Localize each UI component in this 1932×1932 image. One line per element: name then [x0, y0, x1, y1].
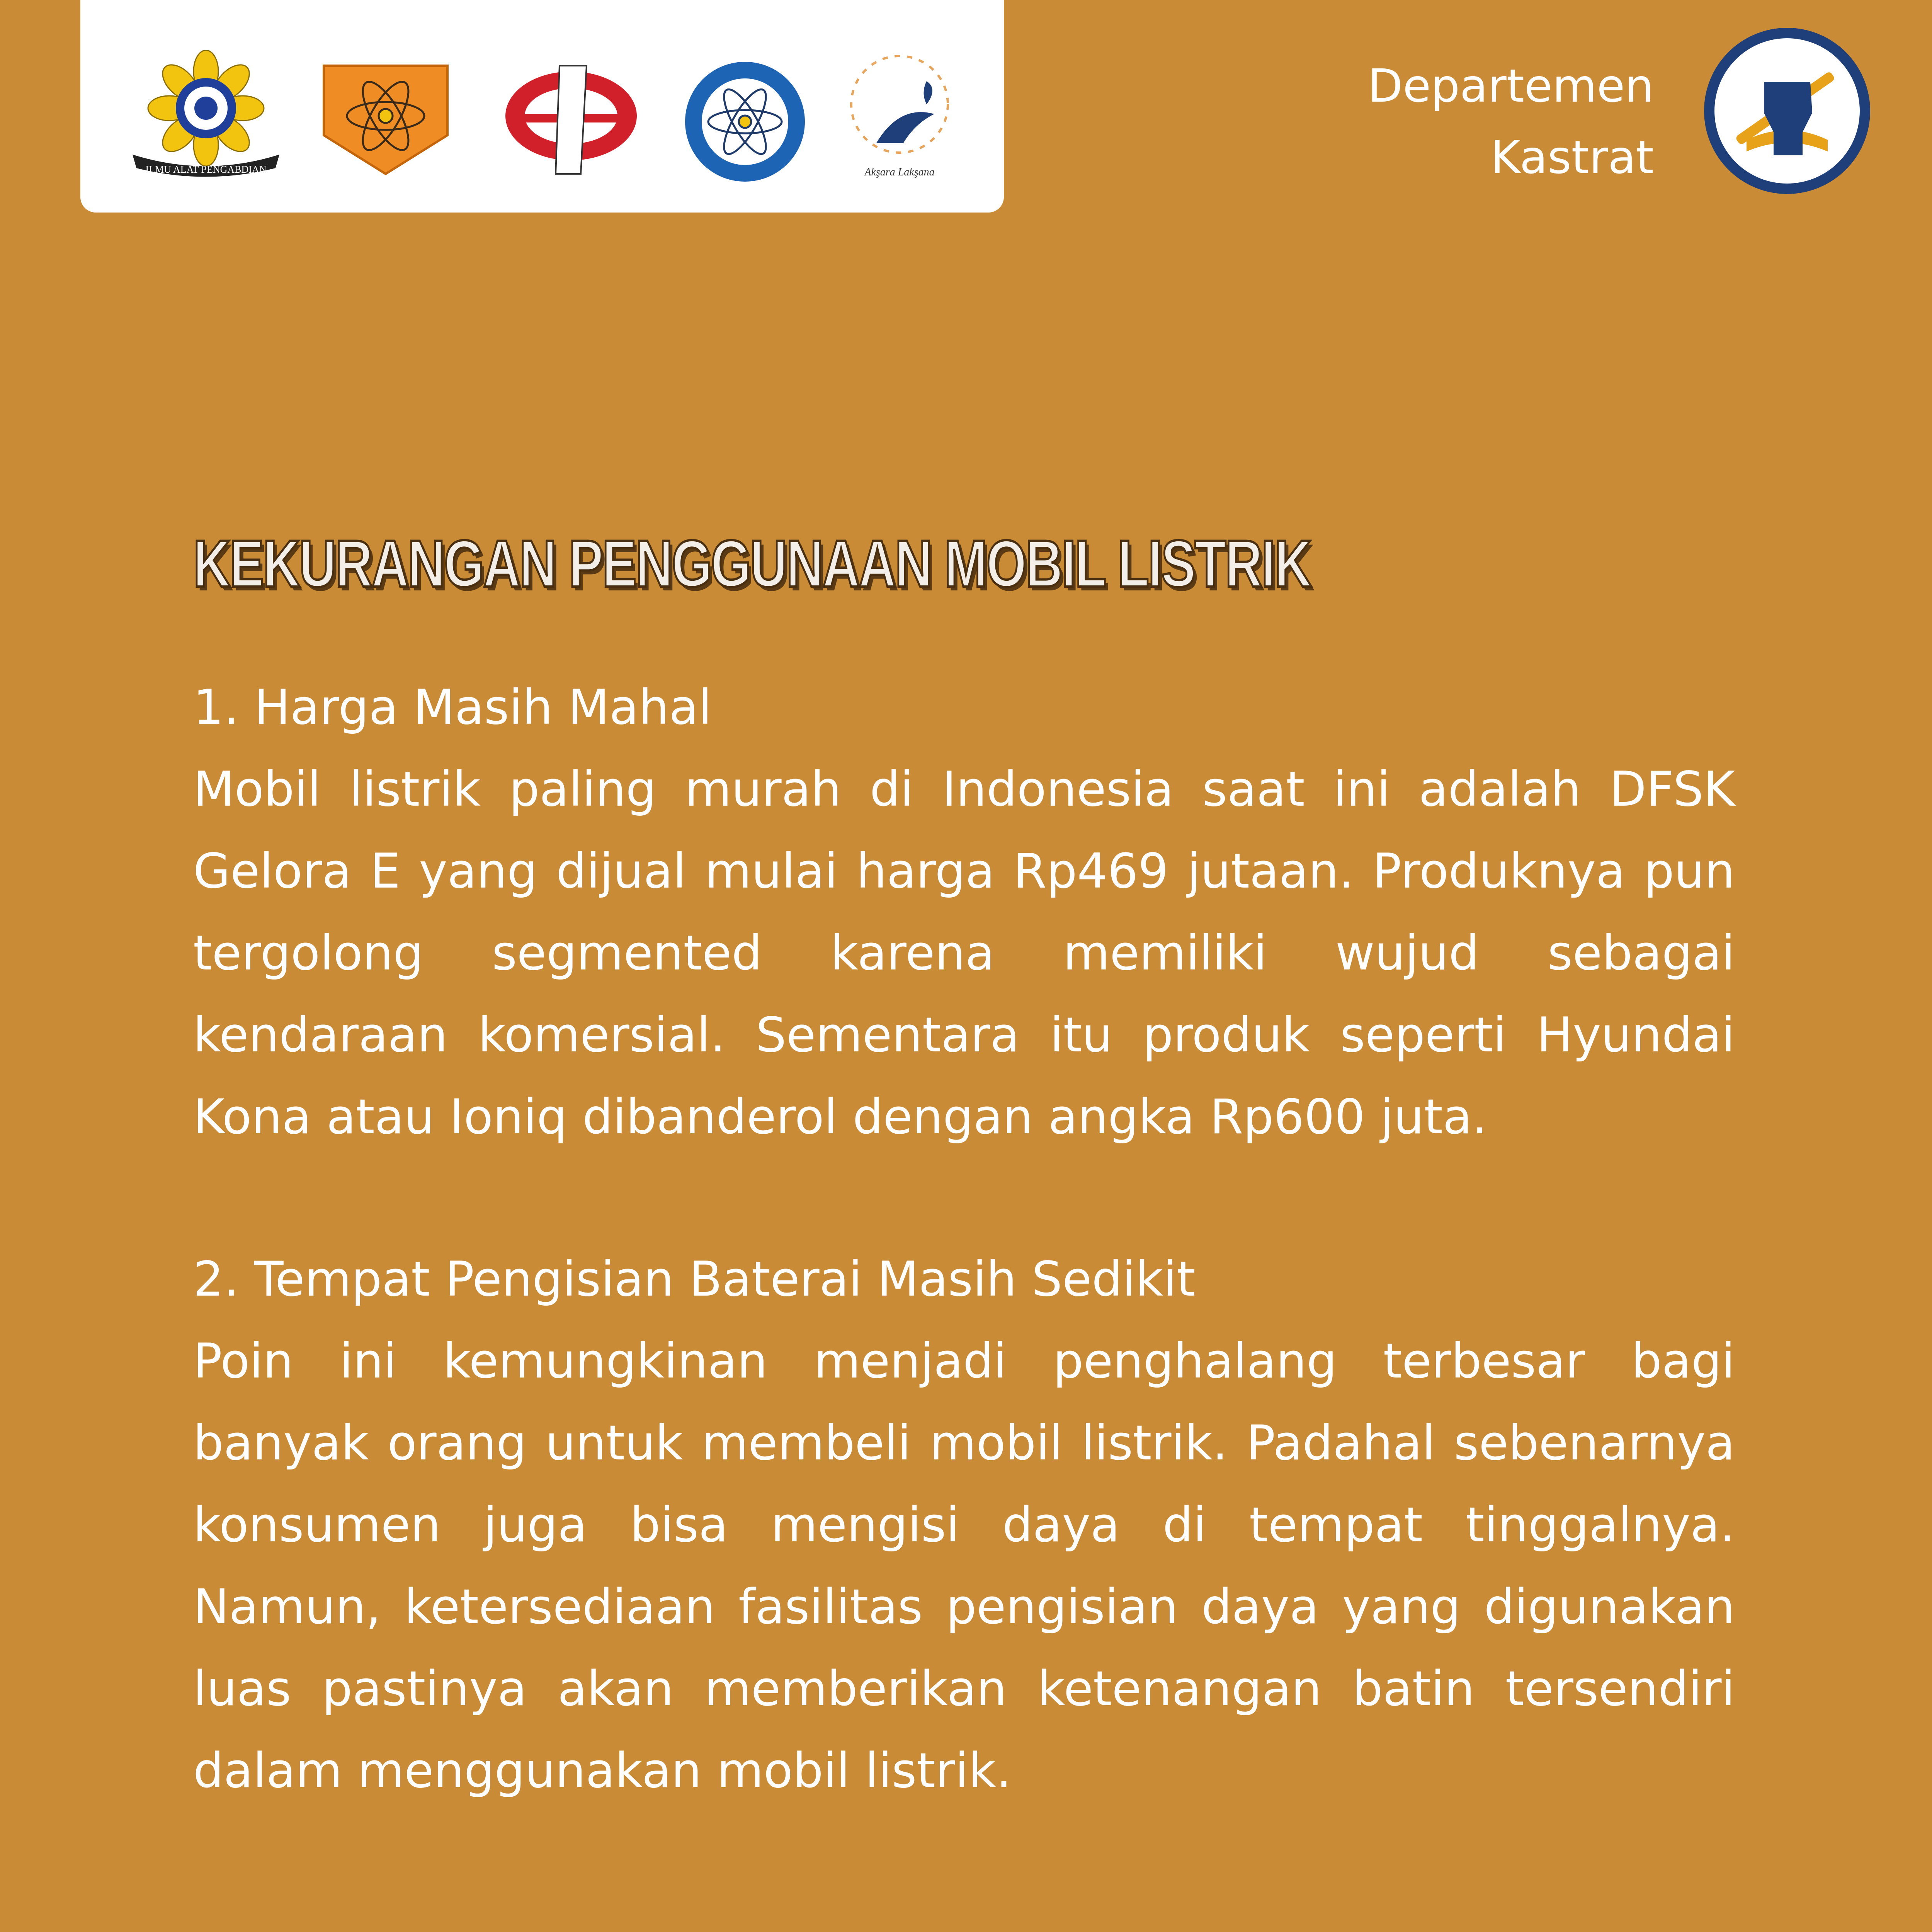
kastrat-emblem-icon — [1700, 24, 1874, 199]
keluarga-mahasiswa-logo — [312, 58, 459, 182]
section-pengisian — [193, 1238, 1735, 1812]
page-title: KEKURANGAN PENGGUNAAN MOBIL LISTRIK — [193, 527, 1311, 601]
logo-panel — [80, 0, 1004, 213]
red-emblem-logo — [498, 62, 645, 178]
himafia-logo — [679, 58, 811, 189]
department-label — [1368, 50, 1654, 193]
section-body: Poin ini kemungkinan menjadi penghalang terbesar bagi banyak orang untuk membeli mobil listrik. Padahal sebenarnya konsumen juga bisa mengisi daya di tempat tinggalnya. Namun, ketersediaan fasilitas pengisian daya yang digunakan luas pastinya akan memberikan ketenangan batin tersendiri dalam menggunakan mobil listrik. — [193, 1333, 1735, 1799]
section-heading: 1. Harga Masih Mahal — [193, 680, 712, 735]
section-heading: 2. Tempat Pengisian Baterai Masih Sedikit — [193, 1252, 1196, 1307]
akara-lakuana-caption: Akşara Lakşana — [864, 166, 935, 178]
universitas-sriwijaya-logo — [121, 50, 291, 175]
section-harga — [193, 667, 1735, 1158]
section-body: Mobil listrik paling murah di Indonesia saat ini adalah DFSK Gelora E yang dijual mulai harga Rp469 jutaan. Produknya pun tergolong segmented karena memiliki wujud sebagai kendaraan komersial. Sementara itu produk seperti Hyundai Kona atau Ioniq dibanderol dengan angka Rp600 juta. — [193, 762, 1735, 1145]
sriwijaya-motto: ILMU ALAT PENGABDIAN — [145, 164, 267, 175]
department-line-2: Kastrat — [1490, 131, 1654, 184]
akara-lakuana-logo — [838, 46, 961, 179]
department-line-1: Departemen — [1367, 59, 1654, 112]
